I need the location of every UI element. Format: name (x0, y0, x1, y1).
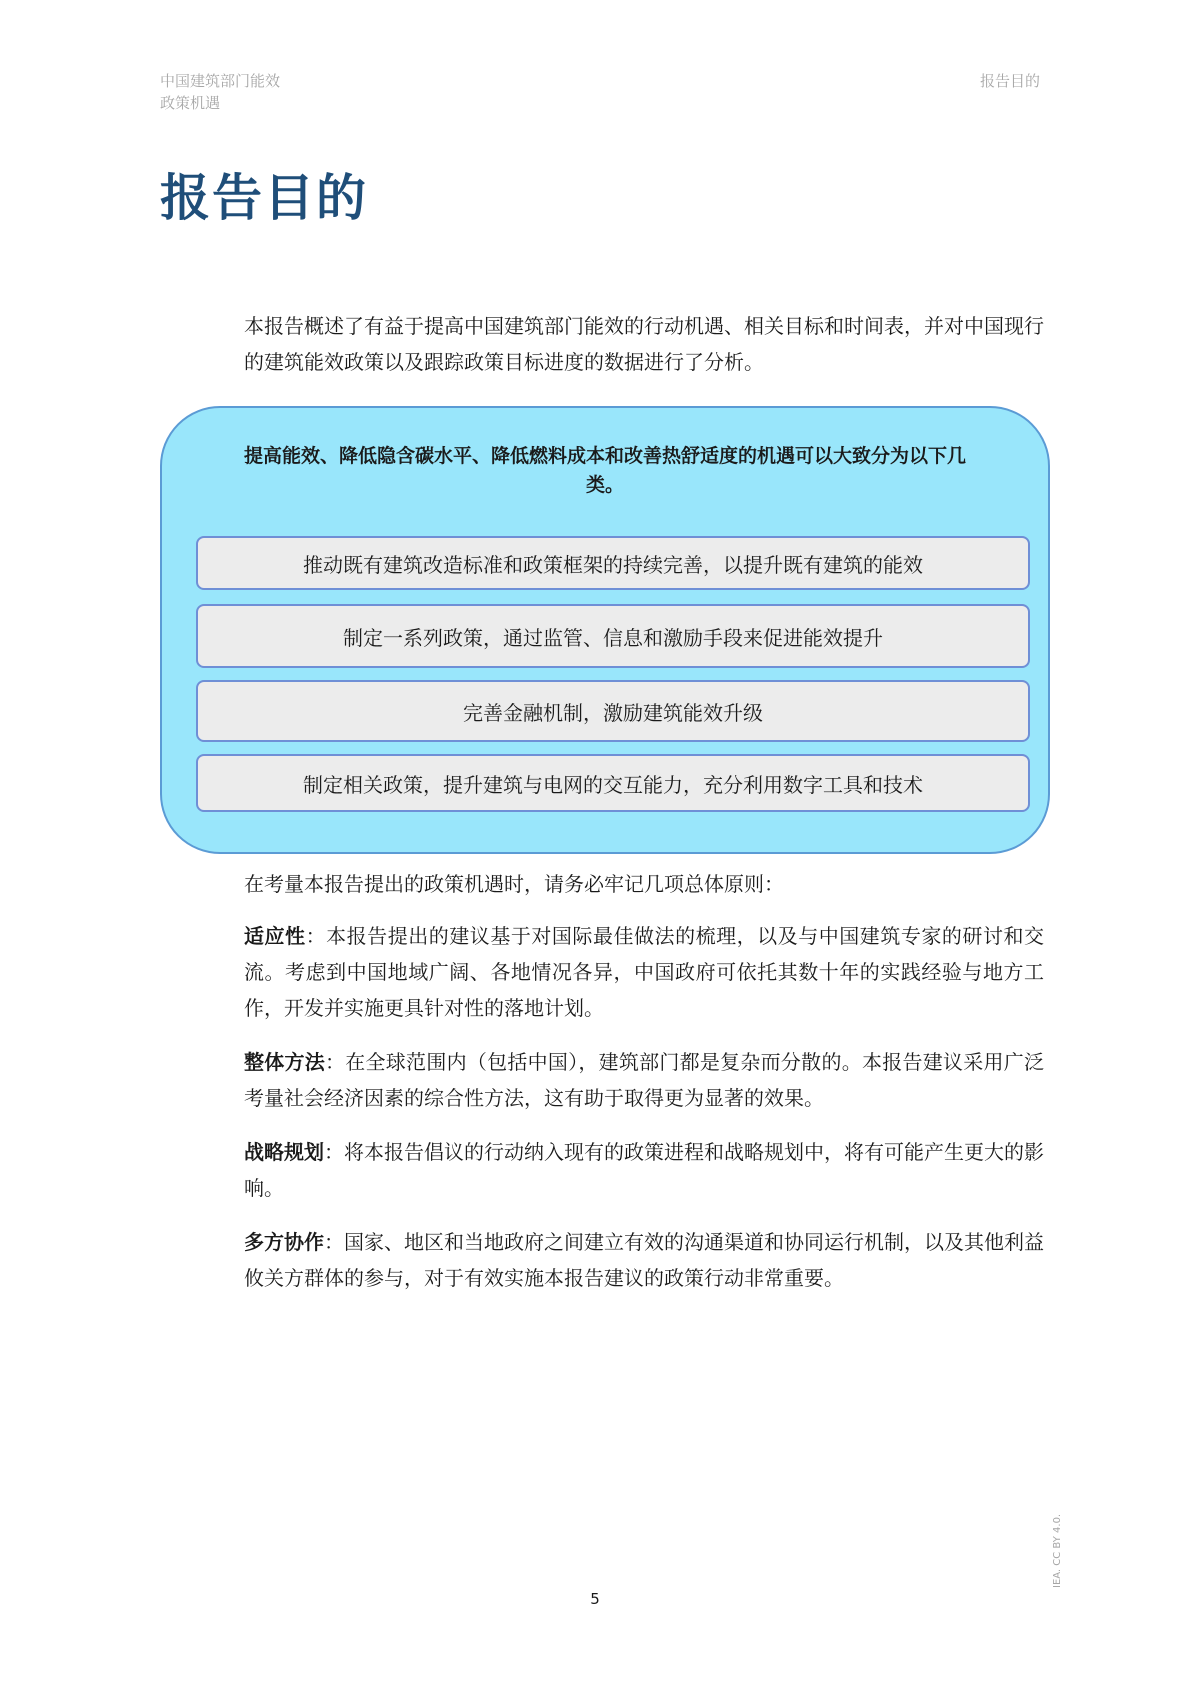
running-header-right: 报告目的 (979, 72, 1040, 90)
intro-paragraph: 本报告概述了有益于提高中国建筑部门能效的行动机遇、相关目标和时间表，并对中国现行的建筑能效政策以及跟踪政策目标进度的数据进行了分析。 (244, 314, 1044, 374)
callout-item-text: 制定相关政策，提升建筑与电网的交互能力，充分利用数字工具和技术 (303, 772, 923, 797)
callout-item-text: 完善金融机制，激励建筑能效升级 (463, 700, 763, 725)
principle-text: ：将本报告倡议的行动纳入现有的政策进程和战略规划中，将有可能产生更大的影响。 (244, 1140, 1044, 1200)
principle-text: ：本报告提出的建议基于对国际最佳做法的梳理，以及与中国建筑专家的研讨和交流。考虑到中国地域广阔、各地情况各异，中国政府可依托其数十年的实践经验与地方工作，开发并实施更具针对性的落地计划。 (244, 924, 1045, 1020)
callout-item-text: 推动既有建筑改造标准和政策框架的持续完善，以提升既有建筑的能效 (303, 552, 923, 577)
principle-text: ：在全球范围内（包括中国），建筑部门都是复杂而分散的。本报告建议采用广泛考量社会经济因素的综合性方法，这有助于取得更为显著的效果。 (244, 1050, 1045, 1110)
callout-title: 提高能效、降低隐含碳水平、降低燃料成本和改善热舒适度的机遇可以大致分为以下几类。 (243, 445, 966, 496)
license-credit: IEA. CC BY 4.0. (1052, 1513, 1063, 1588)
principles-lead: 在考量本报告提出的政策机遇时，请务必牢记几项总体原则： (244, 872, 784, 896)
principle-term: 适应性 (244, 924, 306, 948)
header-line-1: 中国建筑部门能效 (160, 72, 281, 90)
page-number: 5 (590, 1590, 600, 1608)
callout-item (196, 680, 1030, 742)
page-title: 报告目的 (160, 169, 368, 227)
principle-text: ：国家、地区和当地政府之间建立有效的沟通渠道和协同运行机制，以及其他利益攸关方群体的参与，对于有效实施本报告建议的政策行动非常重要。 (244, 1230, 1044, 1290)
callout-item (196, 536, 1030, 590)
principle-paragraph (244, 1134, 1044, 1206)
header-line-2: 政策机遇 (160, 94, 221, 112)
principle-paragraph (244, 918, 1044, 1026)
running-header-left (160, 70, 280, 114)
opportunities-callout (160, 406, 1050, 854)
callout-item-text: 制定一系列政策，通过监管、信息和激励手段来促进能效提升 (343, 625, 883, 650)
principle-term: 多方协作 (244, 1230, 324, 1254)
callout-item (196, 604, 1030, 668)
principle-paragraph (244, 1224, 1044, 1296)
principle-term: 整体方法 (244, 1050, 326, 1074)
callout-item (196, 754, 1030, 812)
principle-term: 战略规划 (244, 1140, 324, 1164)
principles-section (244, 866, 1044, 1314)
principle-paragraph (244, 1044, 1044, 1116)
